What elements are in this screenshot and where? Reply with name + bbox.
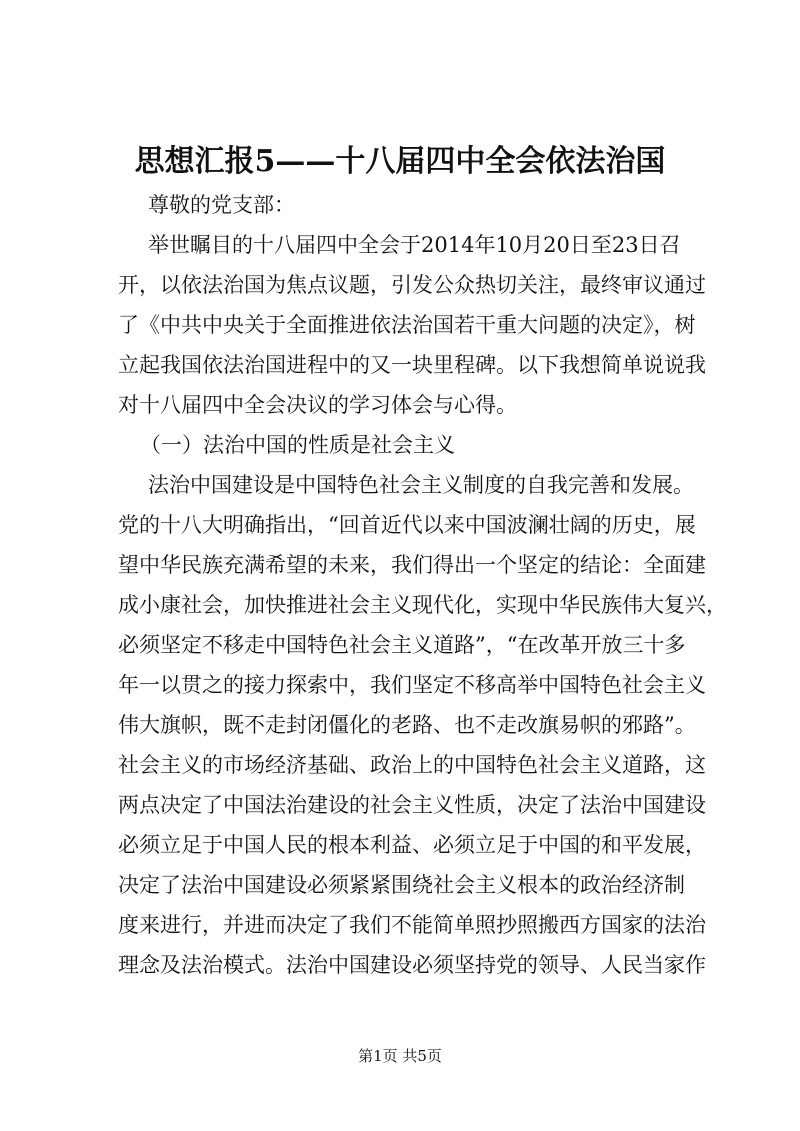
text-line: 成小康社会，加快推进社会主义现代化，实现中华民族伟大复兴， bbox=[118, 593, 727, 617]
text-line: 法治中国建设是中国特色社会主义制度的自我完善和发展。 bbox=[148, 473, 694, 497]
document-title: 思想汇报5——十八届四中全会依法治国 bbox=[134, 144, 666, 179]
text-line: 决定了法治中国建设必须紧紧围绕社会主义根本的政治经济制 bbox=[118, 873, 685, 897]
text-line: 理念及法治模式。法治中国建设必须坚持党的领导、人民当家作 bbox=[118, 953, 706, 977]
text-line: 度来进行，并进而决定了我们不能简单照抄照搬西方国家的法治 bbox=[118, 913, 706, 937]
text-line: 必须坚定不移走中国特色社会主义道路”，“在改革开放三十多 bbox=[118, 633, 686, 657]
text-line: 两点决定了中国法治建设的社会主义性质，决定了法治中国建设 bbox=[118, 793, 706, 817]
text-line: 年一以贯之的接力探索中，我们坚定不移高举中国特色社会主义 bbox=[118, 673, 706, 697]
text-line: 党的十八大明确指出，“回首近代以来中国波澜壮阔的历史，展 bbox=[118, 513, 696, 537]
text-line: 社会主义的市场经济基础、政治上的中国特色社会主义道路，这 bbox=[118, 753, 706, 777]
section-heading: （一）法治中国的性质是社会主义 bbox=[140, 433, 455, 457]
page-number: 第1页 共5页 bbox=[358, 1047, 442, 1065]
text-line: 尊敬的党支部： bbox=[148, 193, 295, 217]
text-line: 伟大旗帜，既不走封闭僵化的老路、也不走改旗易帜的邪路”。 bbox=[118, 713, 696, 737]
text-line: 立起我国依法治国进程中的又一块里程碑。以下我想简单说说我 bbox=[118, 353, 706, 377]
text-line: 开，以依法治国为焦点议题，引发公众热切关注，最终审议通过 bbox=[118, 273, 706, 297]
text-line: 了《中共中央关于全面推进依法治国若干重大问题的决定》，树 bbox=[118, 313, 696, 337]
text-line: 必须立足于中国人民的根本利益、必须立足于中国的和平发展， bbox=[118, 833, 706, 857]
text-line: 对十八届四中全会决议的学习体会与心得。 bbox=[118, 393, 517, 417]
text-line: 望中华民族充满希望的未来，我们得出一个坚定的结论：全面建 bbox=[118, 553, 706, 577]
text-line: 举世瞩目的十八届四中全会于2014年10月20日至23日召 bbox=[148, 233, 681, 257]
